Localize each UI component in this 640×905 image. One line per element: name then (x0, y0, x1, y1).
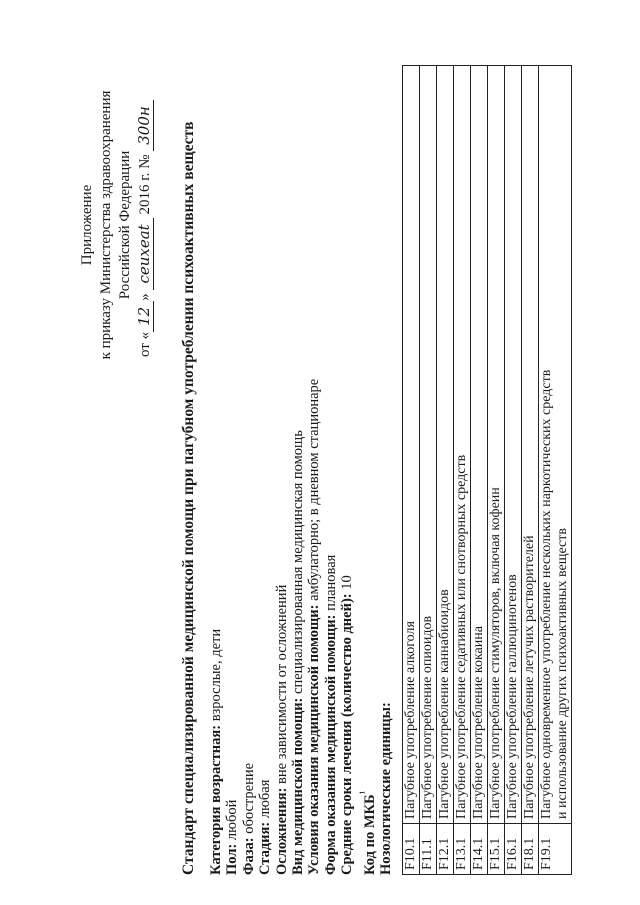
meta-row (241, 379, 257, 875)
meta-label: Фаза: (240, 837, 257, 875)
nosology-name-line: и использование других психоактивных веществ (555, 528, 570, 819)
table-row (522, 66, 539, 875)
nosology-name-line: Пагубное употребление летучих растворителей (522, 535, 537, 819)
icd-code: F19.1 (539, 824, 572, 875)
order-number: 300н (135, 100, 154, 151)
meta-row (378, 379, 394, 875)
meta-value: вне зависимости от осложнений (273, 584, 290, 788)
nosology-name (488, 66, 505, 824)
date-prefix: от « (137, 331, 153, 357)
table-row (403, 66, 420, 875)
meta-value: любой (224, 799, 241, 844)
document-title: Стандарт специализированной медицинской помощи при пагубном употреблении психоактивных веществ (180, 121, 197, 875)
date-year: 2016 г. № (137, 154, 153, 215)
table-row (539, 66, 572, 875)
meta-label: Форма оказания медицинской помощи: (322, 614, 339, 875)
meta-row (356, 379, 378, 875)
approval-line-3: Российской Федерации (117, 150, 133, 300)
meta-row (290, 379, 306, 875)
approval-block (78, 75, 155, 375)
nosology-name (454, 66, 471, 824)
approval-line-1: Приложение (79, 184, 95, 266)
nosology-name (403, 66, 420, 824)
date-month: ceuxeat (135, 218, 154, 289)
meta-value: обострение (240, 762, 257, 838)
table-row (437, 66, 454, 875)
meta-label: Категория возрастная: (208, 724, 224, 875)
meta-label: Вид медицинской помощи: (290, 697, 307, 875)
nosology-name-line: Пагубное употребление алкоголя (403, 621, 418, 819)
table-row (488, 66, 505, 875)
nosology-name (420, 66, 437, 824)
icd-code: F16.1 (505, 824, 522, 875)
icd-code: F15.1 (488, 824, 505, 875)
meta-value: любая (257, 779, 274, 822)
meta-label: Средние сроки лечения (количество дней): (339, 593, 356, 875)
meta-value: плановая (322, 554, 339, 615)
nosology-table (402, 65, 572, 875)
icd-code: F18.1 (522, 824, 539, 875)
nosology-name-line: Пагубное одновременное употребление нескольких наркотических средств (539, 369, 554, 819)
meta-row (274, 379, 290, 875)
nosology-name-line: Пагубное употребление стимуляторов, включая кофеин (488, 487, 503, 819)
nosology-name (505, 66, 522, 824)
meta-row (306, 379, 322, 875)
meta-value: амбулаторно; в дневном стационаре (306, 378, 323, 605)
nosology-name-line: Пагубное употребление кокаина (471, 626, 486, 819)
meta-value: взрослые, дети (208, 628, 224, 725)
nosology-name (437, 66, 454, 824)
meta-label: Осложнения: (273, 787, 290, 875)
date-mid: » (137, 293, 153, 301)
approval-date-line (135, 75, 155, 375)
meta-value: ¹ (356, 790, 371, 795)
meta-row (339, 379, 355, 875)
table-row (505, 66, 522, 875)
nosology-name-line: Пагубное употребление седативных или снотворных средств (454, 454, 469, 819)
meta-label: Условия оказания медицинской помощи: (306, 604, 323, 875)
table-row (454, 66, 471, 875)
meta-row (208, 379, 224, 875)
meta-value: специализированная медицинская помощь (290, 430, 307, 698)
meta-list (208, 379, 394, 875)
icd-code: F14.1 (471, 824, 488, 875)
meta-value: 10 (339, 575, 356, 594)
meta-row (224, 379, 240, 875)
nosology-name (471, 66, 488, 824)
meta-label: Пол: (224, 843, 241, 875)
approval-line-2: к приказу Министерства здравоохранения (98, 90, 114, 360)
meta-label: Код по МКБ (361, 794, 378, 875)
table-row (420, 66, 437, 875)
icd-code: F13.1 (454, 824, 471, 875)
icd-code: F11.1 (420, 824, 437, 875)
meta-row (257, 379, 273, 875)
nosology-name-line: Пагубное употребление галлюциногенов (505, 574, 520, 819)
nosology-name (539, 66, 572, 824)
nosology-name-line: Пагубное употребление опиоидов (420, 615, 435, 819)
meta-row (323, 379, 339, 875)
date-day: 12 (135, 301, 154, 332)
table-row (471, 66, 488, 875)
nosology-name (522, 66, 539, 824)
meta-label: Нозологические единицы: (377, 702, 394, 875)
icd-code: F12.1 (437, 824, 454, 875)
nosology-name-line: Пагубное употребление каннабиоидов (437, 589, 452, 819)
icd-code: F10.1 (403, 824, 420, 875)
meta-label: Стадия: (257, 821, 274, 875)
